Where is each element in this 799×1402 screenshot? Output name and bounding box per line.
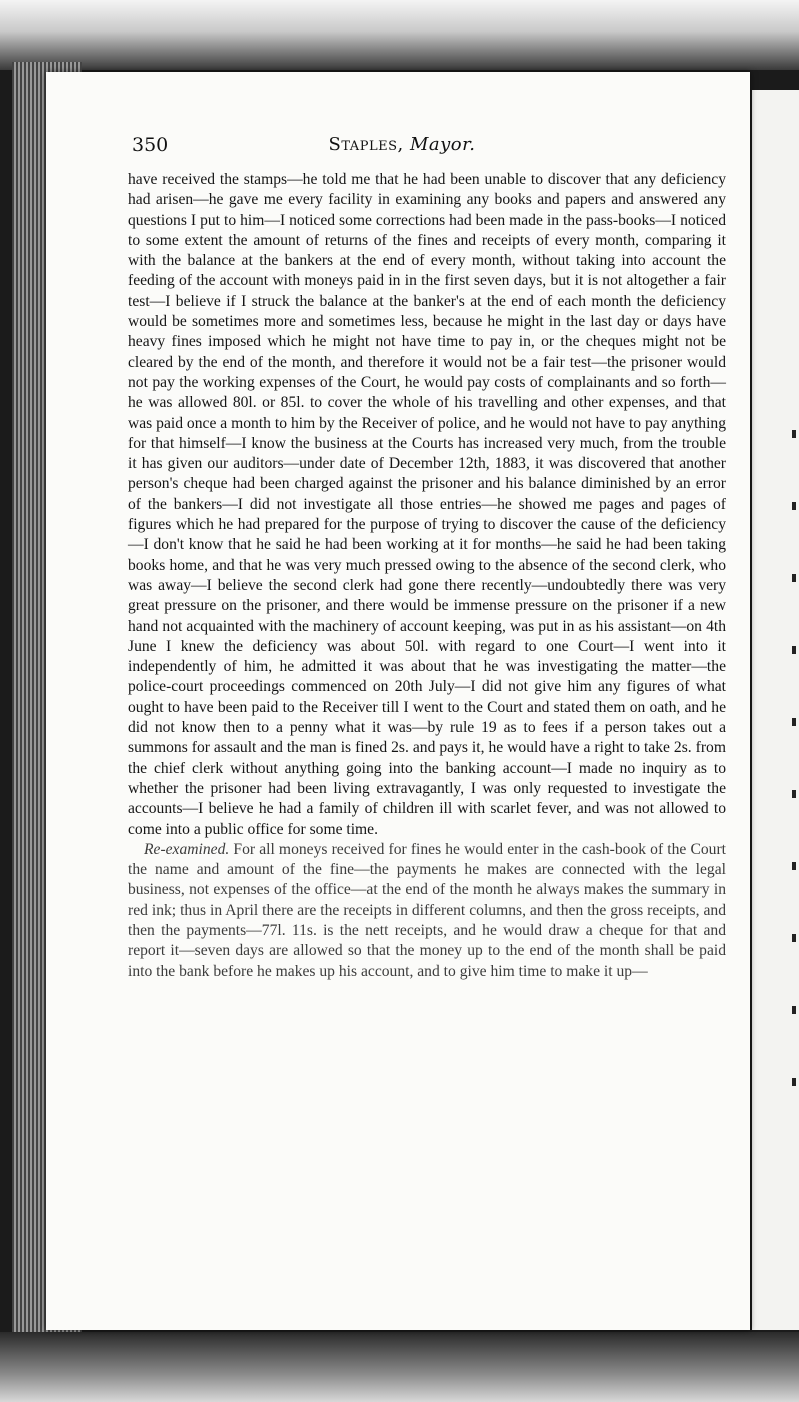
- facing-page-edge: [752, 90, 799, 1330]
- running-head-title: Mayor.: [409, 134, 476, 155]
- page-number: 350: [132, 134, 169, 156]
- re-examination-paragraph: [128, 840, 726, 982]
- facing-page-text-fragments: [792, 390, 796, 1090]
- page-header: [92, 132, 712, 162]
- cross-examination-paragraph: have received the stamps—he told me that he had been unable to discover that any deficiency had arisen—he gave me every facility in examining any books and papers and answered any questions I put to him—I noticed some corrections had been made in the pass-books—I noticed to some extent the amount of returns of the fines and receipts of every month, comparing it with the balance at the bankers at the end of every month, without taking into account the feeding of the account with moneys paid in in the first seven days, but it is not altogether a fair test—I believe if I struck the balance at the banker's at the end of each month the deficiency would be sometimes more and sometimes less, because he might in the last day or days have heavy fines imposed which he might not have time to pay in, or the cheques might not be cleared by the end of the month, and therefore it would not be a fair test—the prisoner would not pay the working expenses of the Court, he would pay costs of complainants and so forth—he was allowed 80l. or 85l. to cover the whole of his travelling and other expenses, and that was paid once a month to him by the Receiver of police, and he would not have to pay anything for that himself—I know the business at the Courts has increased very much, from the trouble it has given our auditors—under date of December 12th, 1883, it was discovered that another person's cheque had been charged against the prisoner and his balance diminished by an error of the bankers—I did not investigate all those entries—he showed me pages and pages of figures which he had prepared for the purpose of trying to discover the cause of the deficiency—I don't know that he said he had been working at it for months—he said he had been taking books home, and that he was very much pressed owing to the absence of the second clerk, who was away—I believe the second clerk had gone there recently—undoubtedly there was very great pressure on the prisoner, and there would be immense pressure on the prisoner if a new hand not acquainted with the machinery of account keeping, was put in as his assistant—on 4th June I knew the deficiency was about 50l. with regard to one Court—I went into it independently of him, he admitted it was about that he was investigating the matter—the police-court proceedings commenced on 20th July—I did not give him any figures of what ought to have been paid to the Receiver till I went to the Court and stated them on oath, and he did not know then to a penny what it was—by rule 19 as to fees if a person takes out a summons for assault and the man is fined 2s. and pays it, he would have a right to take 2s. from the chief clerk without anything going into the banking account—I made no inquiry as to whether the prisoner had been living extravagantly, I was only requested to investigate the accounts—I believe he had a family of children ill with scarlet fever, and was not allowed to come into a public office for some time.: [128, 171, 726, 838]
- body-text: [128, 170, 726, 982]
- scan-top-shadow: [0, 0, 799, 70]
- running-head: [92, 134, 712, 155]
- re-examination-text: For all moneys received for fines he would enter in the cash-book of the Court the name and amount of the fine—the payments he makes are connected with the legal business, not expenses of the office—at the end of the month he always makes the summary in red ink; thus in April there are the receipts in different columns, and then the gross receipts, and then the payments—77l. 11s. is the nett receipts, and he would draw a cheque for that and report it—seven days are allowed so that the money up to the end of the month shall be paid into the bank before he makes up his account, and to give him time to make it up—: [128, 840, 726, 980]
- scan-bottom-shadow: [0, 1332, 799, 1402]
- re-examined-label: Re-examined.: [144, 840, 230, 858]
- running-head-name: Staples,: [328, 134, 404, 155]
